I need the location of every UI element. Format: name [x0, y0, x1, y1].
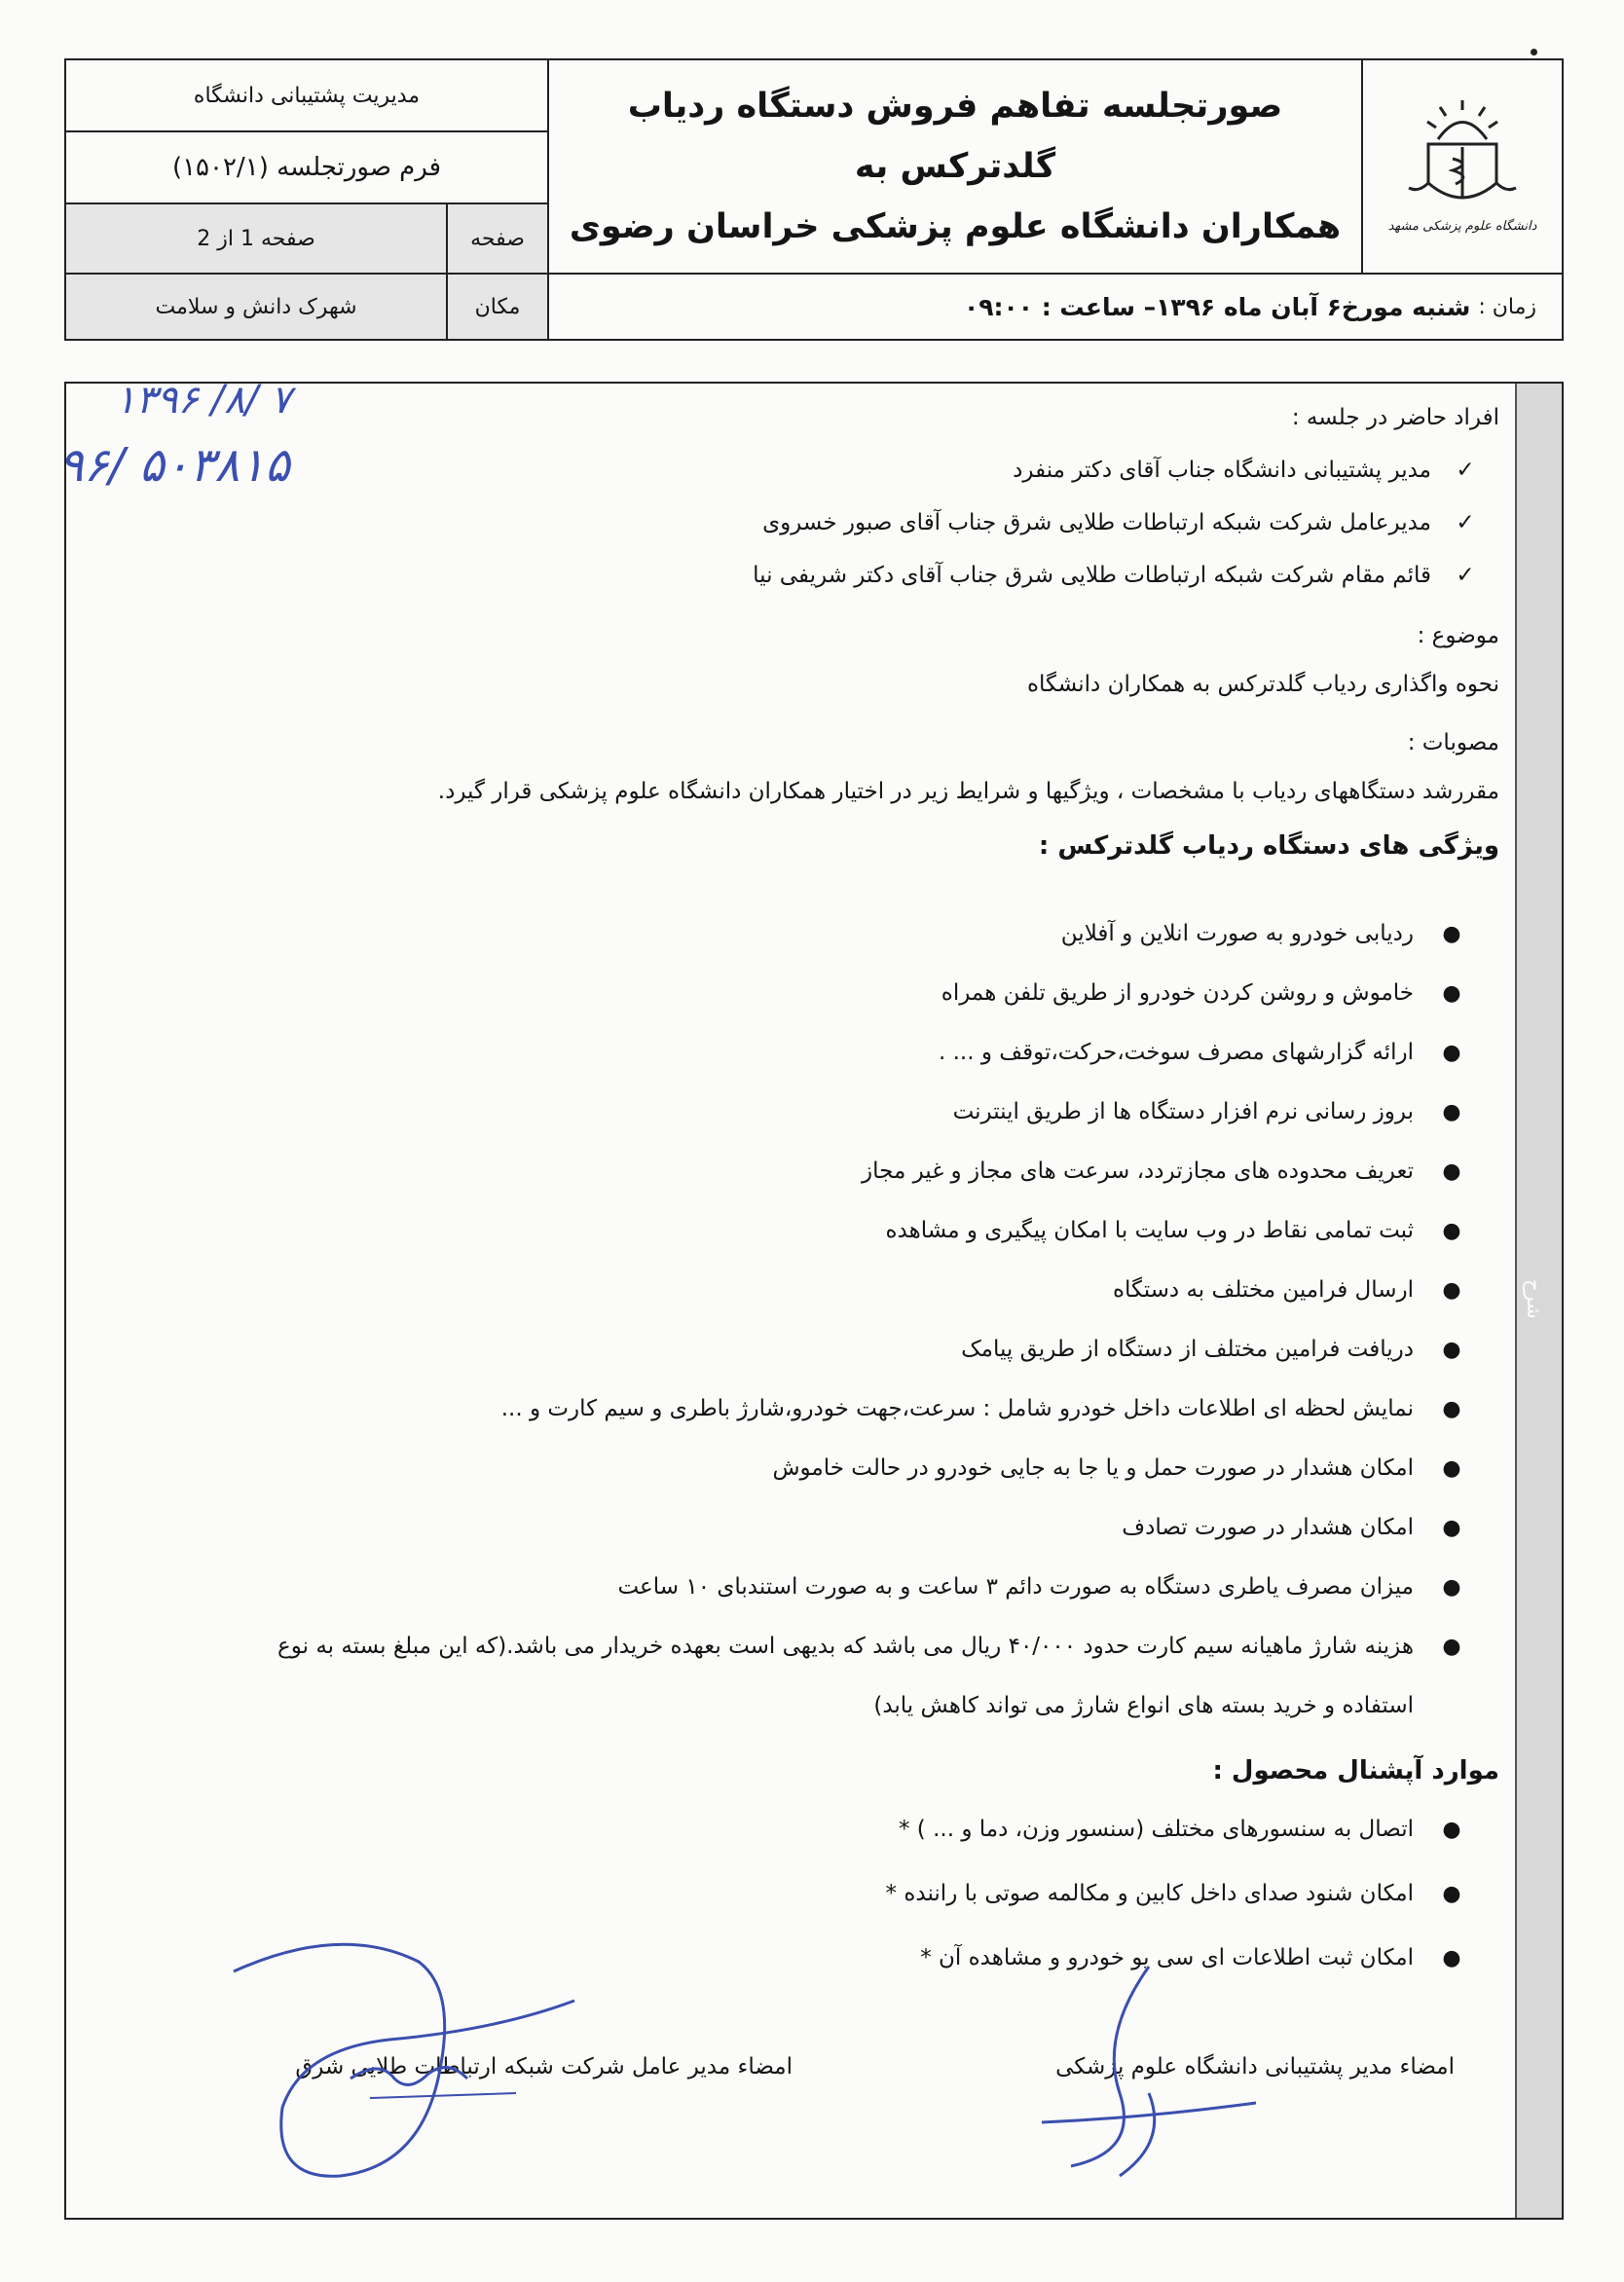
attendees-heading: افراد حاضر در جلسه : [1291, 405, 1499, 430]
company-ceo-signature [224, 1932, 633, 2186]
form-name: فرم صورتجلسه (۱۵۰۲/۱) [171, 153, 442, 182]
features-heading: ویژگی های دستگاه ردیاب گلدترکس : [1038, 831, 1499, 861]
bullet-icon: ● [1442, 1575, 1461, 1600]
feature-text: ارسال فرامین مختلف به دستگاه [1112, 1277, 1414, 1303]
feature-text: ارائه گزارشهای مصرف سوخت،حرکت،توقف و ... . [939, 1040, 1414, 1065]
department-name: مدیریت پشتیبانی دانشگاه [193, 83, 421, 108]
subject-text: نحوه واگذاری ردیاب گلدترکس به همکاران دانشگاه [1026, 672, 1499, 697]
letter-number-stamp: ۹۶/ ۵۰۳۸۱۵ [58, 438, 290, 493]
location-label: مکان [474, 294, 521, 319]
attendee-text: قائم مقام شرکت شبکه ارتباطات طلایی شرق جناب آقای دکتر شریفی نیا [753, 563, 1431, 588]
list-item [961, 1337, 1464, 1362]
document-title [549, 60, 1361, 273]
feature-text: میزان مصرف یاطری دستگاه به صورت دائم ۳ ساعت و به صورت استندبای ۱۰ ساعت [617, 1574, 1414, 1600]
list-item [1113, 1277, 1464, 1303]
margin-note: شرح [1523, 1279, 1546, 1319]
list-item [762, 510, 1478, 535]
list-item [886, 1881, 1464, 1906]
attendee-text: مدیرعامل شرکت شبکه ارتباطات طلایی شرق جناب آقای صبور خسروی [762, 510, 1431, 535]
location-value-cell [66, 275, 446, 339]
feature-text: امکان هشدار در صورت حمل و یا جا به جایی خودرو در حالت خاموش [772, 1455, 1414, 1481]
feature-text-continuation: استفاده و خرید بسته های انواع شارژ می تواند کاهش یابد) [873, 1693, 1414, 1718]
list-item [617, 1574, 1464, 1600]
list-item [1122, 1515, 1464, 1540]
list-item [772, 1455, 1464, 1481]
bullet-icon: ● [1442, 1278, 1461, 1303]
page-number: صفحه 1 از 2 [197, 226, 315, 251]
support-manager-signature [1003, 1957, 1295, 2181]
list-item [941, 980, 1464, 1006]
feature-text: خاموش و روشن کردن خودرو از طریق تلفن همراه [941, 980, 1414, 1006]
university-emblem-icon [1399, 100, 1526, 217]
bullet-icon: ● [1442, 1100, 1461, 1124]
list-item [753, 563, 1478, 588]
form-name-cell [66, 132, 547, 202]
university-logo [1363, 60, 1562, 273]
bullet-icon: ● [1442, 1818, 1461, 1842]
bullet-icon: ● [1442, 922, 1461, 946]
optional-text: اتصال به سنسورهای مختلف (سنسور وزن، دما و ... ) * [899, 1817, 1414, 1842]
page-label: صفحه [470, 226, 525, 251]
bullet-icon: ● [1442, 981, 1461, 1006]
header-table [64, 58, 1564, 341]
check-icon: ✓ [1456, 510, 1475, 535]
department-cell [66, 60, 547, 130]
check-icon: ✓ [1456, 458, 1475, 483]
list-item [277, 1634, 1464, 1659]
bullet-icon: ● [1442, 1041, 1461, 1065]
page-label-cell [448, 204, 547, 273]
list-item [953, 1099, 1464, 1124]
list-item [899, 1817, 1464, 1842]
optional-heading: موارد آپشنال محصول : [1212, 1756, 1499, 1785]
location-label-cell [448, 275, 547, 339]
bullet-icon: ● [1442, 1159, 1461, 1184]
list-item [1061, 921, 1464, 946]
title-line-1: صورتجلسه تفاهم فروش دستگاه ردیاب گلدترکس به [627, 87, 1283, 186]
bullet-icon: ● [1442, 1946, 1461, 1970]
corner-dot [1531, 49, 1537, 55]
resolutions-text: مقررشد دستگاههای ردیاب با مشخصات ، ویژگیها و شرایط زیر در اختیار همکاران دانشگاه علوم پزشکی قرار گیرد. [437, 779, 1499, 804]
time-value: شنبه مورخ۶ آبان ماه ۱۳۹۶– ساعت : ۰۹:۰۰ [963, 292, 1471, 321]
signature-caption-left: امضاء مدیر عامل شرکت شبکه ارتباطات طلایی شرق [295, 2054, 793, 2080]
optional-text: امکان ثبت اطلاعات ای سی یو خودرو و مشاهده آن * [920, 1945, 1414, 1970]
feature-text: تعریف محدوده های مجازتردد، سرعت های مجاز و غیر مجاز [862, 1159, 1414, 1184]
resolutions-heading: مصوبات : [1407, 730, 1499, 755]
feature-text: امکان هشدار در صورت تصادف [1122, 1515, 1414, 1540]
check-icon: ✓ [1456, 563, 1475, 588]
feature-text: نمایش لحظه ای اطلاعات داخل خودرو شامل : سرعت،جهت خودرو،شارژ باطری و سیم کارت و ... [500, 1396, 1414, 1421]
time-label: زمان : [1478, 294, 1536, 319]
bullet-icon: ● [1442, 1456, 1461, 1481]
optional-text: امکان شنود صدای داخل کابین و مکالمه صوتی با راننده * [885, 1881, 1414, 1906]
margin-strip [1515, 384, 1562, 2218]
bullet-icon: ● [1442, 1516, 1461, 1540]
feature-text: دریافت فرامین مختلف از دستگاه از طریق پیامک [961, 1337, 1414, 1362]
page-value-cell [66, 204, 446, 273]
bullet-icon: ● [1442, 1635, 1461, 1659]
location-value: شهرک دانش و سلامت [155, 294, 357, 319]
bullet-icon: ● [1442, 1397, 1461, 1421]
signature-caption-right: امضاء مدیر پشتیبانی دانشگاه علوم پزشکی [1055, 2054, 1455, 2080]
list-item [501, 1396, 1464, 1421]
list-item [862, 1159, 1464, 1184]
list-item [885, 1218, 1464, 1243]
received-date-stamp: ۱۳۹۶ /۸/ ۷ [115, 378, 292, 423]
list-item [1013, 458, 1478, 483]
feature-text: هزینه شارژ ماهیانه سیم کارت حدود ۴۰/۰۰۰ ریال می باشد که بدیهی است بعهده خریدار می باشد.(که این مبلغ بسته به نوع [277, 1634, 1414, 1659]
attendee-text: مدیر پشتیبانی دانشگاه جناب آقای دکتر منفرد [1013, 458, 1431, 483]
title-line-2: همکاران دانشگاه علوم پزشکی خراسان رضوی [569, 207, 1342, 246]
feature-text: بروز رسانی نرم افزار دستگاه ها از طریق اینترنت [952, 1099, 1414, 1124]
list-item [939, 1040, 1464, 1065]
time-row [549, 275, 1562, 339]
feature-text: ردیابی خودرو به صورت انلاین و آفلاین [1060, 921, 1414, 946]
bullet-icon: ● [1442, 1219, 1461, 1243]
feature-text: ثبت تمامی نقاط در وب سایت با امکان پیگیری و مشاهده [885, 1218, 1414, 1243]
bullet-icon: ● [1442, 1338, 1461, 1362]
logo-caption: دانشگاه علوم پزشکی مشهد [1387, 218, 1537, 234]
subject-heading: موضوع : [1417, 623, 1499, 648]
bullet-icon: ● [1442, 1882, 1461, 1906]
